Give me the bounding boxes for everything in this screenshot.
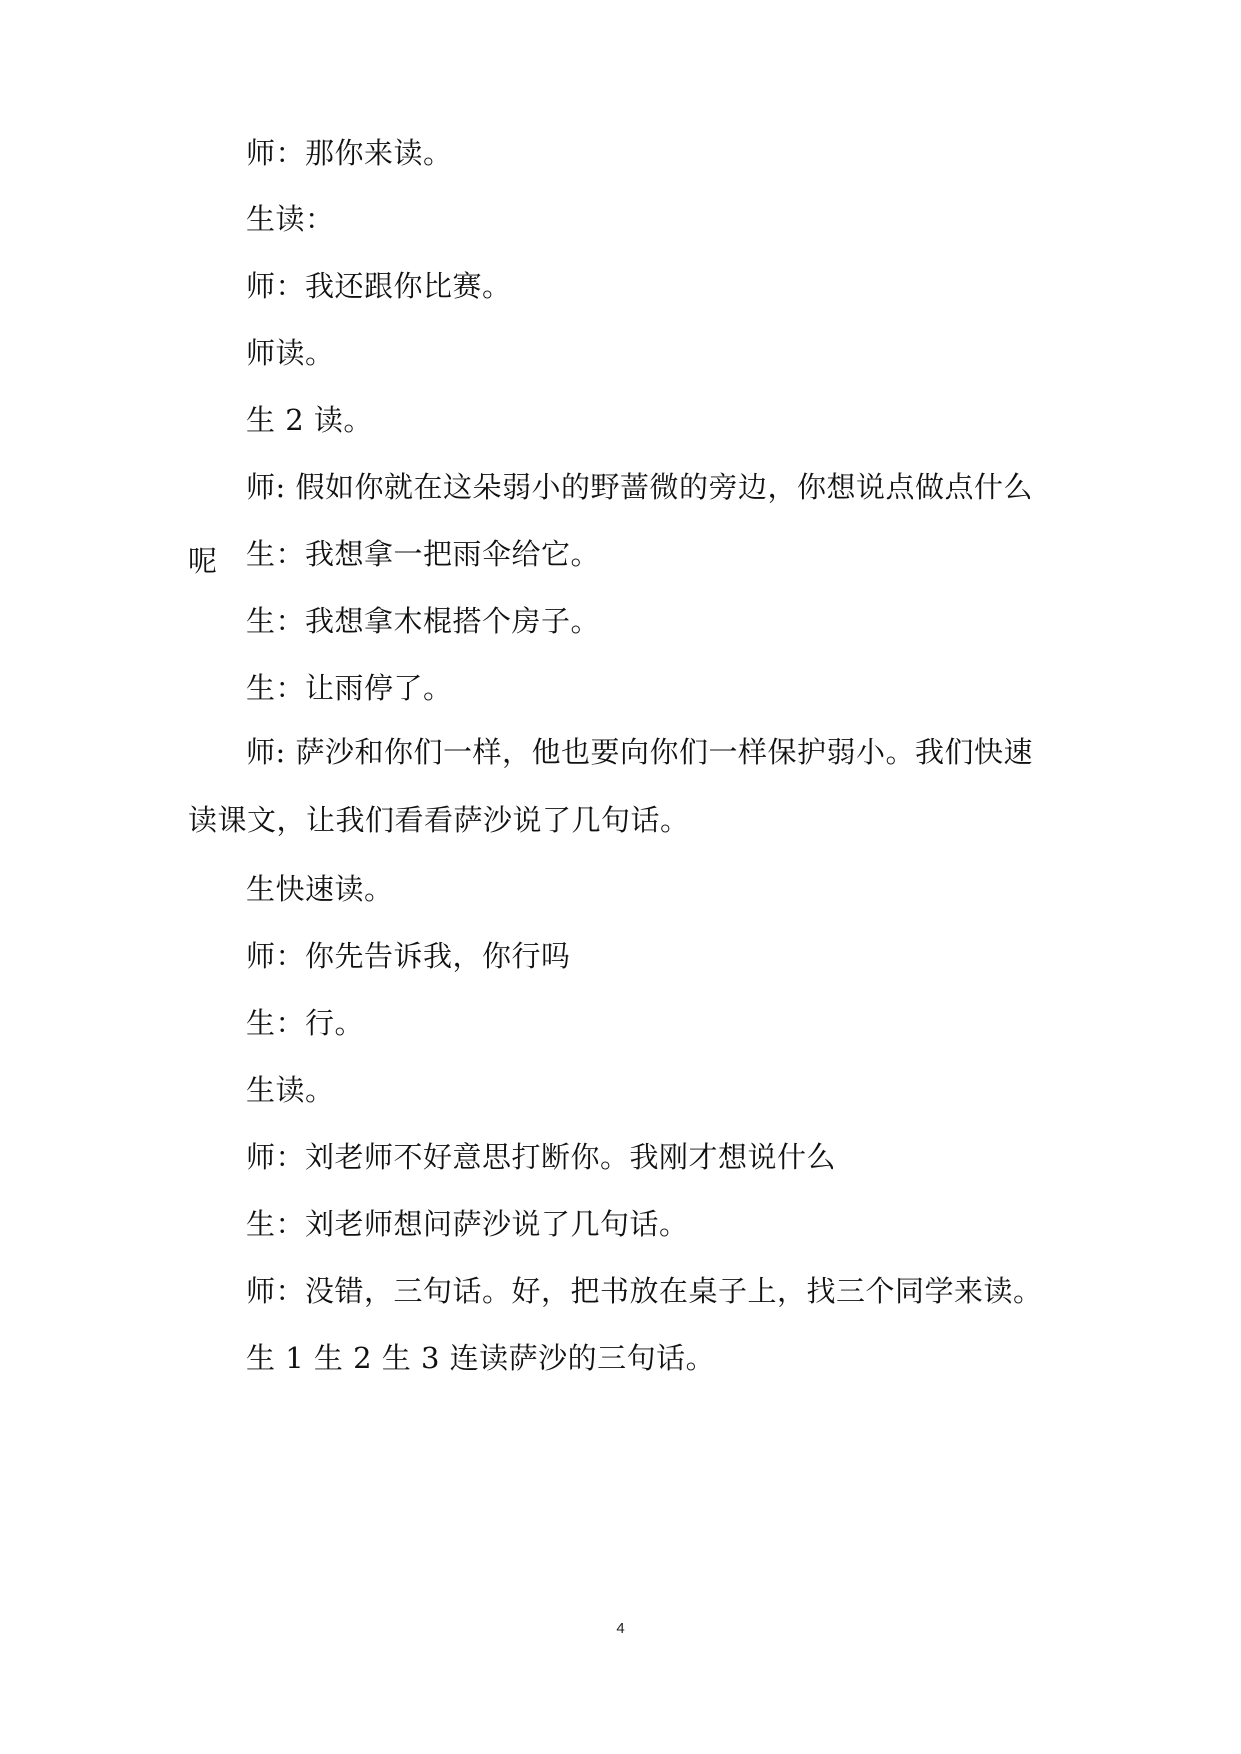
- paragraph-18: 生 1 生 2 生 3 连读萨沙的三句话。: [246, 1341, 716, 1375]
- paragraph-12: 师：你先告诉我，你行吗: [246, 939, 571, 973]
- paragraph-6: 师: 假如你就在这朵弱小的野蔷微的旁边，你想说点做点什么呢: [188, 470, 1033, 578]
- paragraph-14: 生读。: [246, 1073, 335, 1107]
- paragraph-2: 生读：: [246, 202, 335, 236]
- paragraph-11: 生快速读。: [246, 872, 394, 906]
- paragraph-8: 生：我想拿木棍搭个房子。: [246, 604, 601, 638]
- paragraph-10: 师: 萨沙和你们一样，他也要向你们一样保护弱小。我们快速读课文，让我们看看萨沙说了几句话。: [188, 735, 1033, 837]
- paragraph-17: 师：没错，三句话。好，把书放在桌子上，找三个同学来读。: [246, 1274, 1043, 1308]
- paragraph-13: 生：行。: [246, 1006, 365, 1040]
- paragraph-1: 师：那你来读。: [246, 136, 453, 170]
- paragraph-3: 师：我还跟你比赛。: [246, 269, 512, 303]
- paragraph-15: 师：刘老师不好意思打断你。我刚才想说什么: [246, 1140, 837, 1174]
- paragraph-16: 生：刘老师想问萨沙说了几句话。: [246, 1207, 689, 1241]
- page-number: 4: [616, 1620, 625, 1637]
- paragraph-5: 生 2 读。: [246, 403, 373, 437]
- paragraph-4: 师读。: [246, 336, 335, 370]
- paragraph-9: 生：让雨停了。: [246, 671, 453, 705]
- paragraph-7: 生：我想拿一把雨伞给它。: [246, 537, 601, 571]
